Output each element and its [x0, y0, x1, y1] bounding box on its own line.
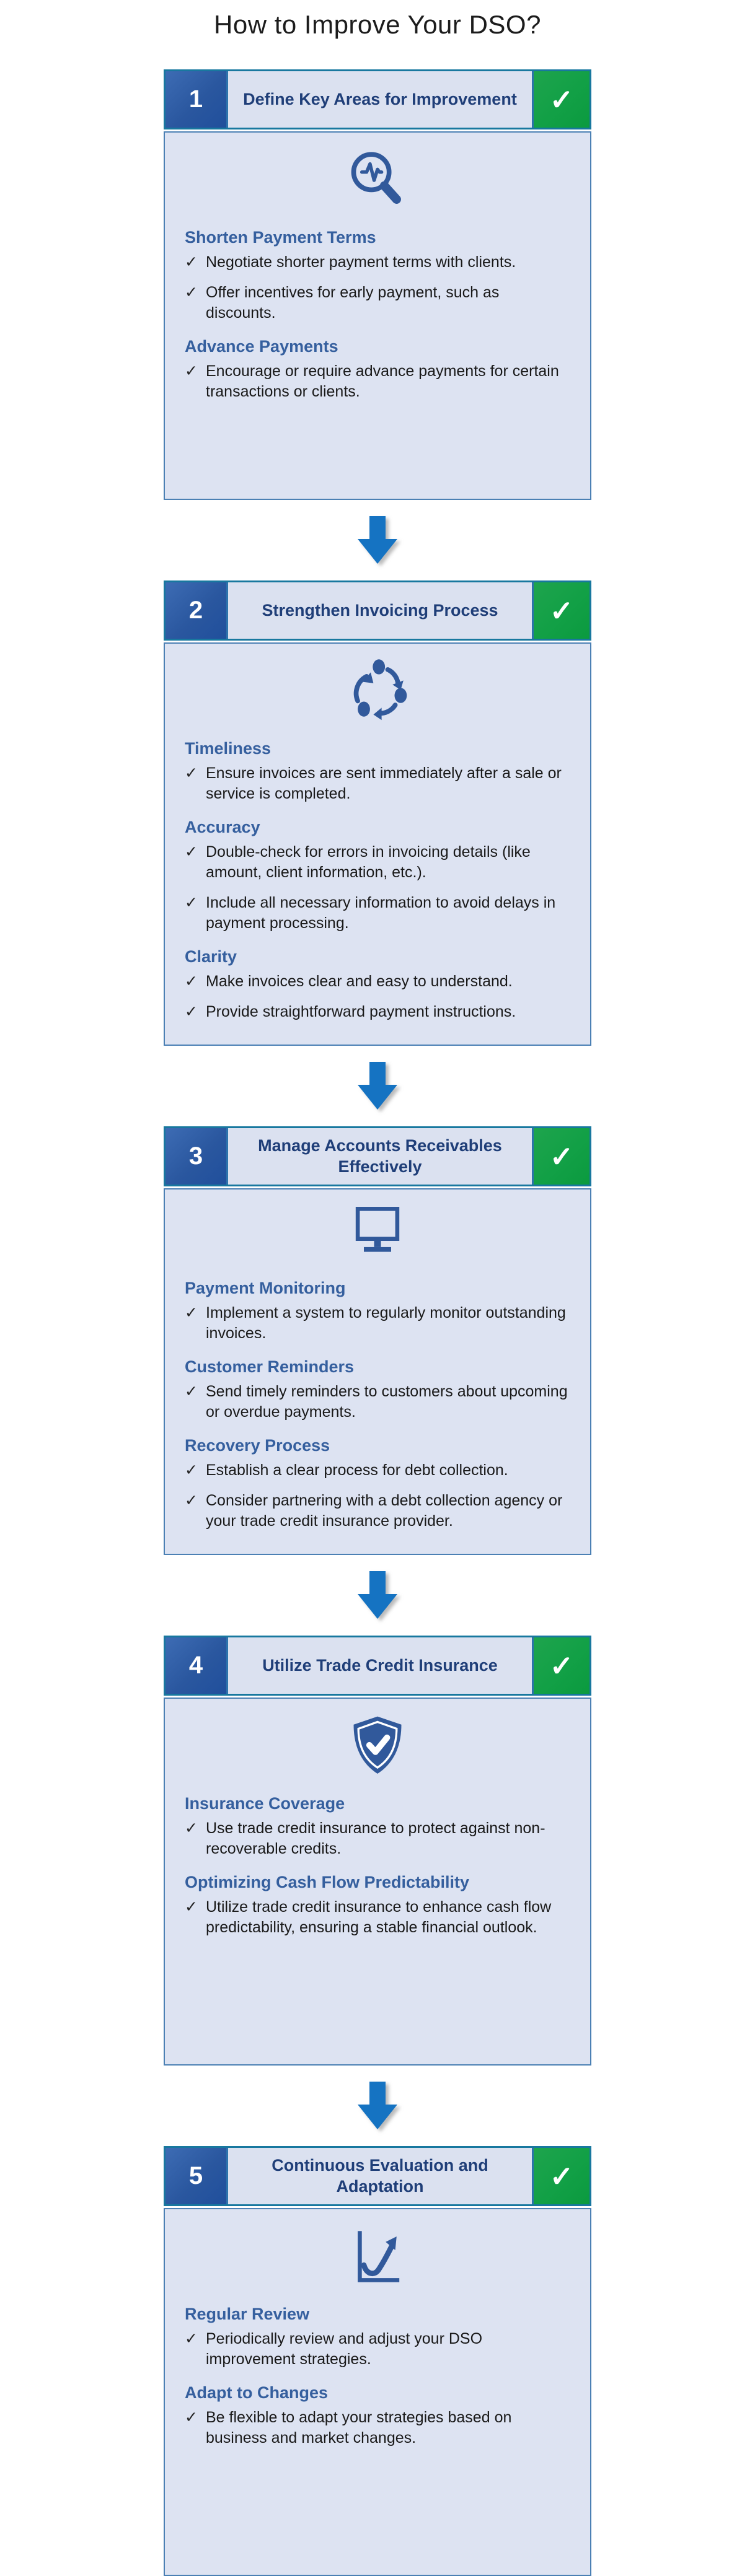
group-heading: Advance Payments [185, 337, 338, 356]
step-5 [164, 2146, 591, 2576]
check-bullet-icon: ✓ [185, 362, 198, 380]
check-icon: ✓ [534, 1637, 589, 1694]
down-arrow-icon [164, 1555, 591, 1636]
step-2-title: Strengthen Invoicing Process [226, 582, 534, 639]
flowchart-column [164, 69, 591, 2576]
group-heading: Recovery Process [185, 1436, 330, 1455]
step-3-body [164, 1188, 591, 1555]
bullet-item: ✓ Provide straightforward payment instructions. [185, 1002, 570, 1022]
step-2-header [164, 580, 591, 641]
step-1-title: Define Key Areas for Improvement [226, 71, 534, 128]
check-bullet-icon: ✓ [185, 2409, 198, 2426]
check-bullet-icon: ✓ [185, 1383, 198, 1400]
check-bullet-icon: ✓ [185, 2330, 198, 2347]
step-4-title: Utilize Trade Credit Insurance [226, 1637, 534, 1694]
group-heading: Adapt to Changes [185, 2383, 329, 2402]
group-heading: Timeliness [185, 739, 272, 758]
cycle-icon [185, 657, 570, 725]
group-heading: Clarity [185, 947, 237, 966]
bullet-item: ✓ Use trade credit insurance to protect against non-recoverable credits. [185, 1818, 570, 1859]
step-5-body [164, 2208, 591, 2576]
bullet-item: ✓ Ensure invoices are sent immediately after a sale or service is completed. [185, 763, 570, 804]
step-4-header [164, 1636, 591, 1696]
check-bullet-icon: ✓ [185, 1304, 198, 1321]
step-4 [164, 1636, 591, 2066]
check-icon: ✓ [534, 1128, 589, 1185]
check-icon: ✓ [534, 582, 589, 639]
step-2 [164, 580, 591, 1046]
bullet-item: ✓ Double-check for errors in invoicing details (like amount, client information, etc.). [185, 842, 570, 883]
check-bullet-icon: ✓ [185, 1820, 198, 1837]
step-1-header [164, 69, 591, 129]
check-icon: ✓ [534, 2148, 589, 2204]
bullet-item: ✓ Periodically review and adjust your DSO improvement strategies. [185, 2329, 570, 2370]
bullet-item: ✓ Send timely reminders to customers about upcoming or overdue payments. [185, 1382, 570, 1422]
step-4-body [164, 1698, 591, 2066]
bullet-item: ✓ Implement a system to regularly monitor outstanding invoices. [185, 1303, 570, 1344]
step-5-number-badge: 5 [166, 2148, 226, 2204]
growth-chart-icon [185, 2223, 570, 2291]
group-heading: Payment Monitoring [185, 1279, 346, 1297]
group-heading: Accuracy [185, 818, 260, 836]
bullet-item: ✓ Be flexible to adapt your strategies based on business and market changes. [185, 2407, 570, 2448]
bullet-item: ✓ Establish a clear process for debt collection. [185, 1460, 570, 1481]
check-bullet-icon: ✓ [185, 1461, 198, 1479]
check-bullet-icon: ✓ [185, 1898, 198, 1916]
group-heading: Customer Reminders [185, 1357, 355, 1376]
step-2-number-badge: 2 [166, 582, 226, 639]
check-bullet-icon: ✓ [185, 284, 198, 301]
step-4-number-badge: 4 [166, 1637, 226, 1694]
shield-check-icon [185, 1712, 570, 1781]
group-heading: Shorten Payment Terms [185, 228, 376, 247]
bullet-item: ✓ Negotiate shorter payment terms with clients. [185, 252, 570, 273]
page-title: How to Improve Your DSO? [214, 10, 541, 39]
step-2-body [164, 642, 591, 1046]
bullet-item: ✓ Include all necessary information to avoid delays in payment processing. [185, 893, 570, 934]
step-1-number-badge: 1 [166, 71, 226, 128]
down-arrow-icon [164, 2066, 591, 2146]
down-arrow-icon [164, 500, 591, 580]
magnifier-pulse-icon [185, 146, 570, 214]
bullet-item: ✓ Make invoices clear and easy to understand. [185, 971, 570, 992]
bullet-item: ✓ Consider partnering with a debt collection agency or your trade credit insurance provider. [185, 1491, 570, 1531]
step-3 [164, 1126, 591, 1555]
check-bullet-icon: ✓ [185, 1492, 198, 1509]
step-3-header [164, 1126, 591, 1186]
check-bullet-icon: ✓ [185, 894, 198, 911]
bullet-item: ✓ Encourage or require advance payments for certain transactions or clients. [185, 361, 570, 402]
group-heading: Optimizing Cash Flow Predictability [185, 1873, 470, 1891]
step-5-header [164, 2146, 591, 2206]
group-heading: Regular Review [185, 2305, 310, 2323]
step-1-body [164, 131, 591, 500]
check-bullet-icon: ✓ [185, 973, 198, 990]
down-arrow-icon [164, 1046, 591, 1126]
check-bullet-icon: ✓ [185, 764, 198, 782]
group-heading: Insurance Coverage [185, 1794, 345, 1813]
bullet-item: ✓ Utilize trade credit insurance to enhance cash flow predictability, ensuring a stable financial outlook. [185, 1897, 570, 1938]
step-3-number-badge: 3 [166, 1128, 226, 1185]
check-bullet-icon: ✓ [185, 1003, 198, 1020]
step-3-title: Manage Accounts Receivables Effectively [226, 1128, 534, 1185]
check-icon: ✓ [534, 71, 589, 128]
step-1 [164, 69, 591, 500]
check-bullet-icon: ✓ [185, 843, 198, 861]
monitor-icon [185, 1203, 570, 1265]
step-5-title: Continuous Evaluation and Adaptation [226, 2148, 534, 2204]
bullet-item: ✓ Offer incentives for early payment, such as discounts. [185, 283, 570, 323]
check-bullet-icon: ✓ [185, 253, 198, 271]
